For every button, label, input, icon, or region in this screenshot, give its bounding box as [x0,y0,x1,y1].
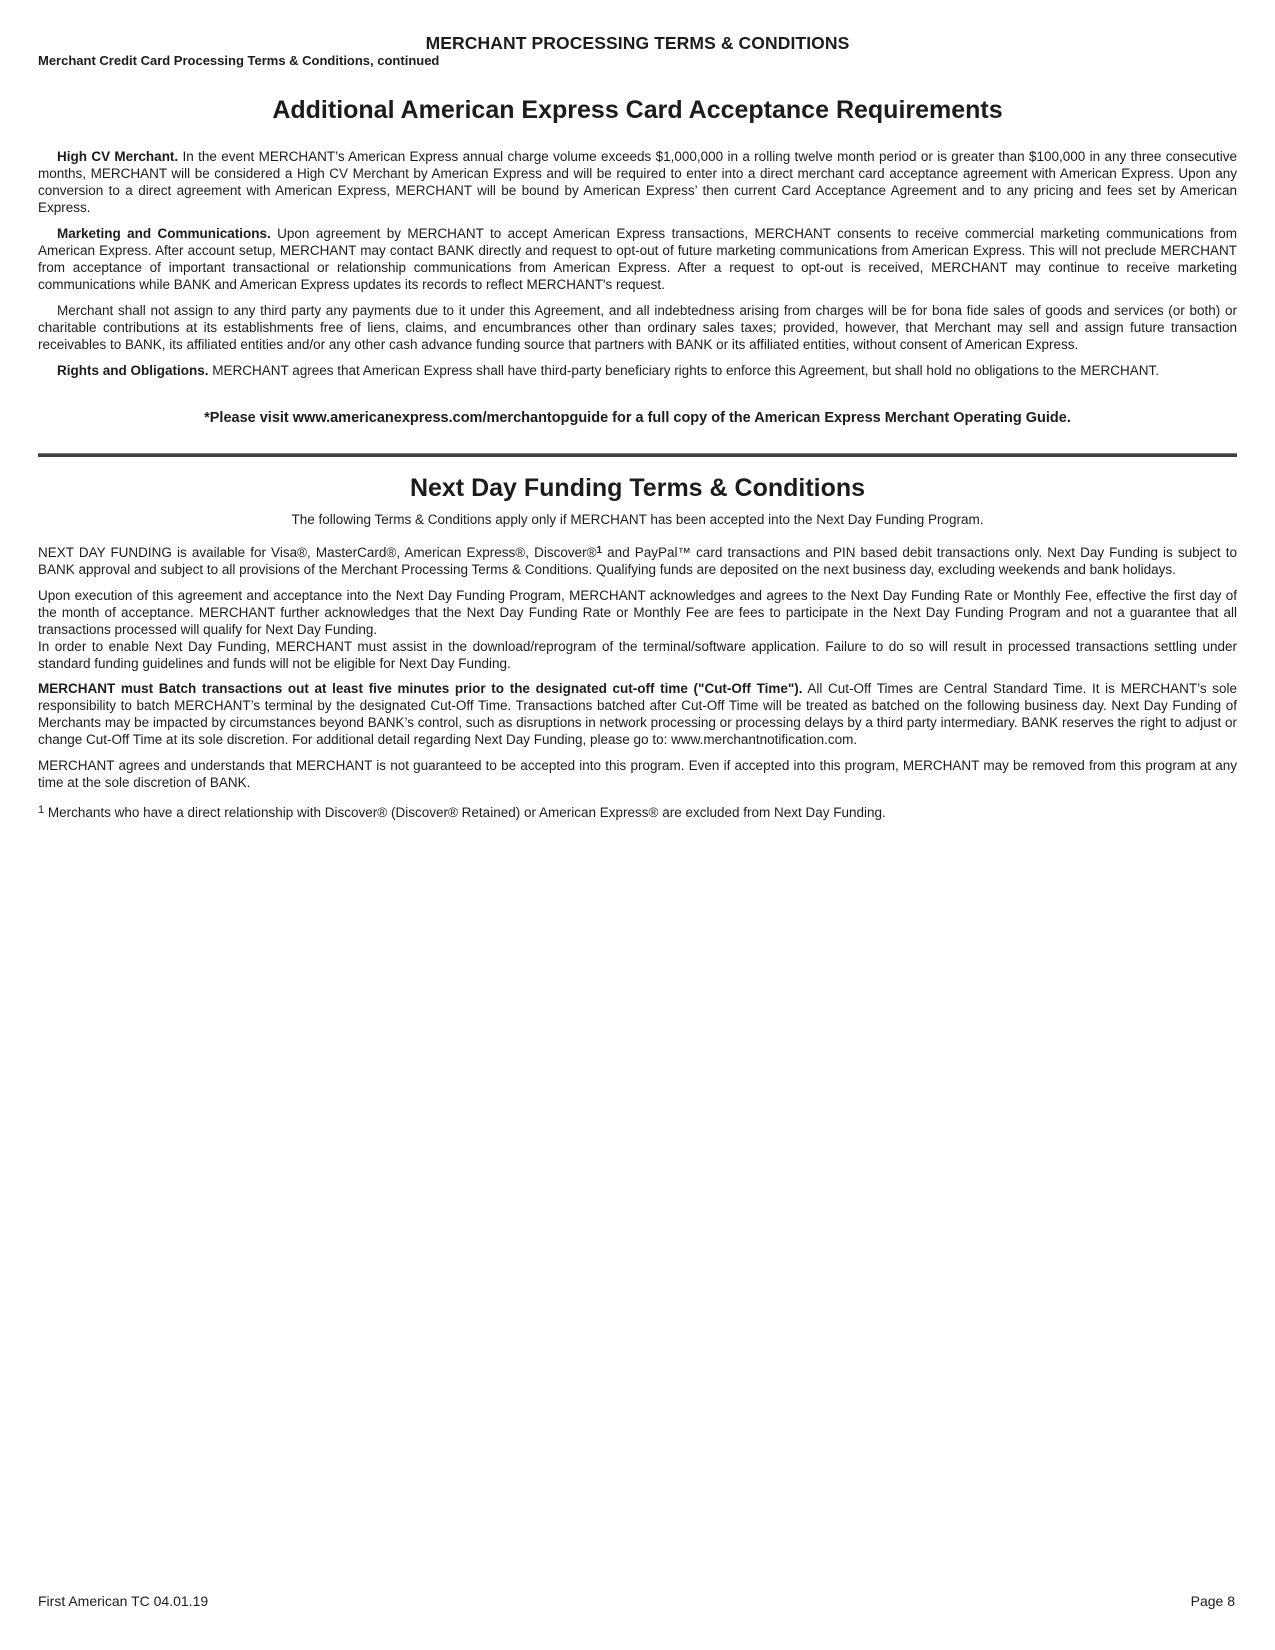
ndf-paragraph-acceptance [38,757,1237,791]
paragraph-text: In the event MERCHANT’s American Express annual charge volume exceeds $1,000,000 in a rolling twelve month period or is greater than $100,000 in any three consecutive months, MERCHANT will be considered a High CV Merchant by American Express and will be required to enter into a direct merchant card acceptance agreement with American Express. Upon any conversion to a direct agreement with American Express, MERCHANT will be bound by American Express’ then current Card Acceptance Agreement and to any pricing and fees set by American Express. [38,149,1237,215]
paragraph-text: MERCHANT agrees that American Express shall have third-party beneficiary rights to enforce this Agreement, but shall hold no obligations to the MERCHANT. [208,363,1159,378]
amex-operating-guide-notice: *Please visit www.americanexpress.com/merchantopguide for a full copy of the American Express Merchant Operating Guide. [204,410,1071,426]
section-divider-rule [38,453,1237,457]
ndf-paragraph-enable [38,638,1237,672]
paragraph-text: In order to enable Next Day Funding, MERCHANT must assist in the download/reprogram of the terminal/software application. Failure to do so will result in processed transactions settling under standard funding guidelines and funds will not be eligible for Next Day Funding. [38,639,1237,671]
document-footer [38,1593,1235,1610]
paragraph-text: Merchant shall not assign to any third party any payments due to it under this Agreement, and all indebtedness arising from charges will be for bona fide sales of goods and services (or both) or charitable contributions at its establishments free of liens, claims, and encumbrances other than ordinary sales taxes; provided, however, that Merchant may sell and assign future transaction receivables to BANK, its affiliated entities and/or any other cash advance funding source that partners with BANK or its affiliated entities, without consent of American Express. [38,303,1237,352]
document-header-subtitle: Merchant Credit Card Processing Terms & Conditions, continued [38,53,440,68]
paragraph-text: Upon execution of this agreement and acceptance into the Next Day Funding Program, MERCHANT acknowledges and agrees to the Next Day Funding Rate or Monthly Fee, effective the first day of the month of acceptance. MERCHANT further acknowledges that the Next Day Funding Rate or Monthly Fee are fees to participate in the Next Day Funding Program and not a guarantee that all transactions processed will qualify for Next Day Funding. [38,588,1237,637]
paragraph-lead-batch: MERCHANT must Batch transactions out at least five minutes prior to the designated cut-off time ("Cut-Off Time"). [38,681,803,696]
amex-paragraph-high-cv [38,148,1237,216]
amex-paragraph-marketing [38,225,1237,293]
paragraph-lead-high-cv: High CV Merchant. [57,149,179,164]
ndf-section-subtitle: The following Terms & Conditions apply only if MERCHANT has been accepted into the Next Day Funding Program. [291,512,984,527]
amex-section-title: Additional American Express Card Acceptance Requirements [272,96,1003,124]
paragraph-text: MERCHANT agrees and understands that MERCHANT is not guaranteed to be accepted into this program. Even if accepted into this program, MERCHANT may be removed from this program at any time at the sole discretion of BANK. [38,758,1237,790]
footnote-reference-superscript: 1 [596,545,603,556]
ndf-paragraph-execution [38,587,1237,638]
paragraph-text: NEXT DAY FUNDING is available for Visa®, MasterCard®, American Express®, Discover® [38,545,597,560]
amex-paragraph-assignment [38,302,1237,353]
footer-page-number: Page 8 [1190,1593,1235,1609]
footer-document-id: First American TC 04.01.19 [38,1593,209,1609]
ndf-footnote [38,804,1237,821]
ndf-paragraph-batch [38,680,1237,748]
paragraph-lead-marketing: Marketing and Communications. [57,226,271,241]
paragraph-text: Upon agreement by MERCHANT to accept American Express transactions, MERCHANT consents to receive commercial marketing communications from American Express. After account setup, MERCHANT may contact BANK directly and request to opt-out of future marketing communications from American Express. This will not preclude MERCHANT from acceptance of important transactional or relationship communications from American Express. After a request to opt-out is received, MERCHANT may continue to receive marketing communications while BANK and American Express updates its records to reflect MERCHANT's request. [38,226,1237,292]
ndf-section-title: Next Day Funding Terms & Conditions [409,474,866,502]
footnote-number-superscript: 1 [38,804,45,816]
paragraph-text: All Cut-Off Times are Central Standard Time. It is MERCHANT’s sole responsibility to batch MERCHANT’s terminal by the designated Cut-Off Time. Transactions batched after Cut-Off Time will be treated as batched on the following business day. Next Day Funding of Merchants may be impacted by circumstances beyond BANK’s control, such as disruptions in network processing or processing delays by a third party intermediary. BANK reserves the right to adjust or change Cut-Off Time at its sole discretion. For additional detail regarding Next Day Funding, please go to: www.merchantnotification.com. [38,681,1237,747]
footnote-text: Merchants who have a direct relationship with Discover® (Discover® Retained) or American Express® are excluded from Next Day Funding. [44,805,886,820]
ndf-paragraph-availability [38,544,1237,578]
paragraph-lead-rights: Rights and Obligations. [57,363,209,378]
paragraph-text: and PayPal™ card transactions and PIN based debit transactions only. Next Day Funding is subject to BANK approval and subject to all provisions of the Merchant Processing Terms & Conditions. Qualifying funds are deposited on the next business day, excluding weekends and bank holidays. [38,545,1237,577]
document-header-title: MERCHANT PROCESSING TERMS & CONDITIONS [425,33,850,53]
amex-paragraph-rights [38,362,1237,379]
